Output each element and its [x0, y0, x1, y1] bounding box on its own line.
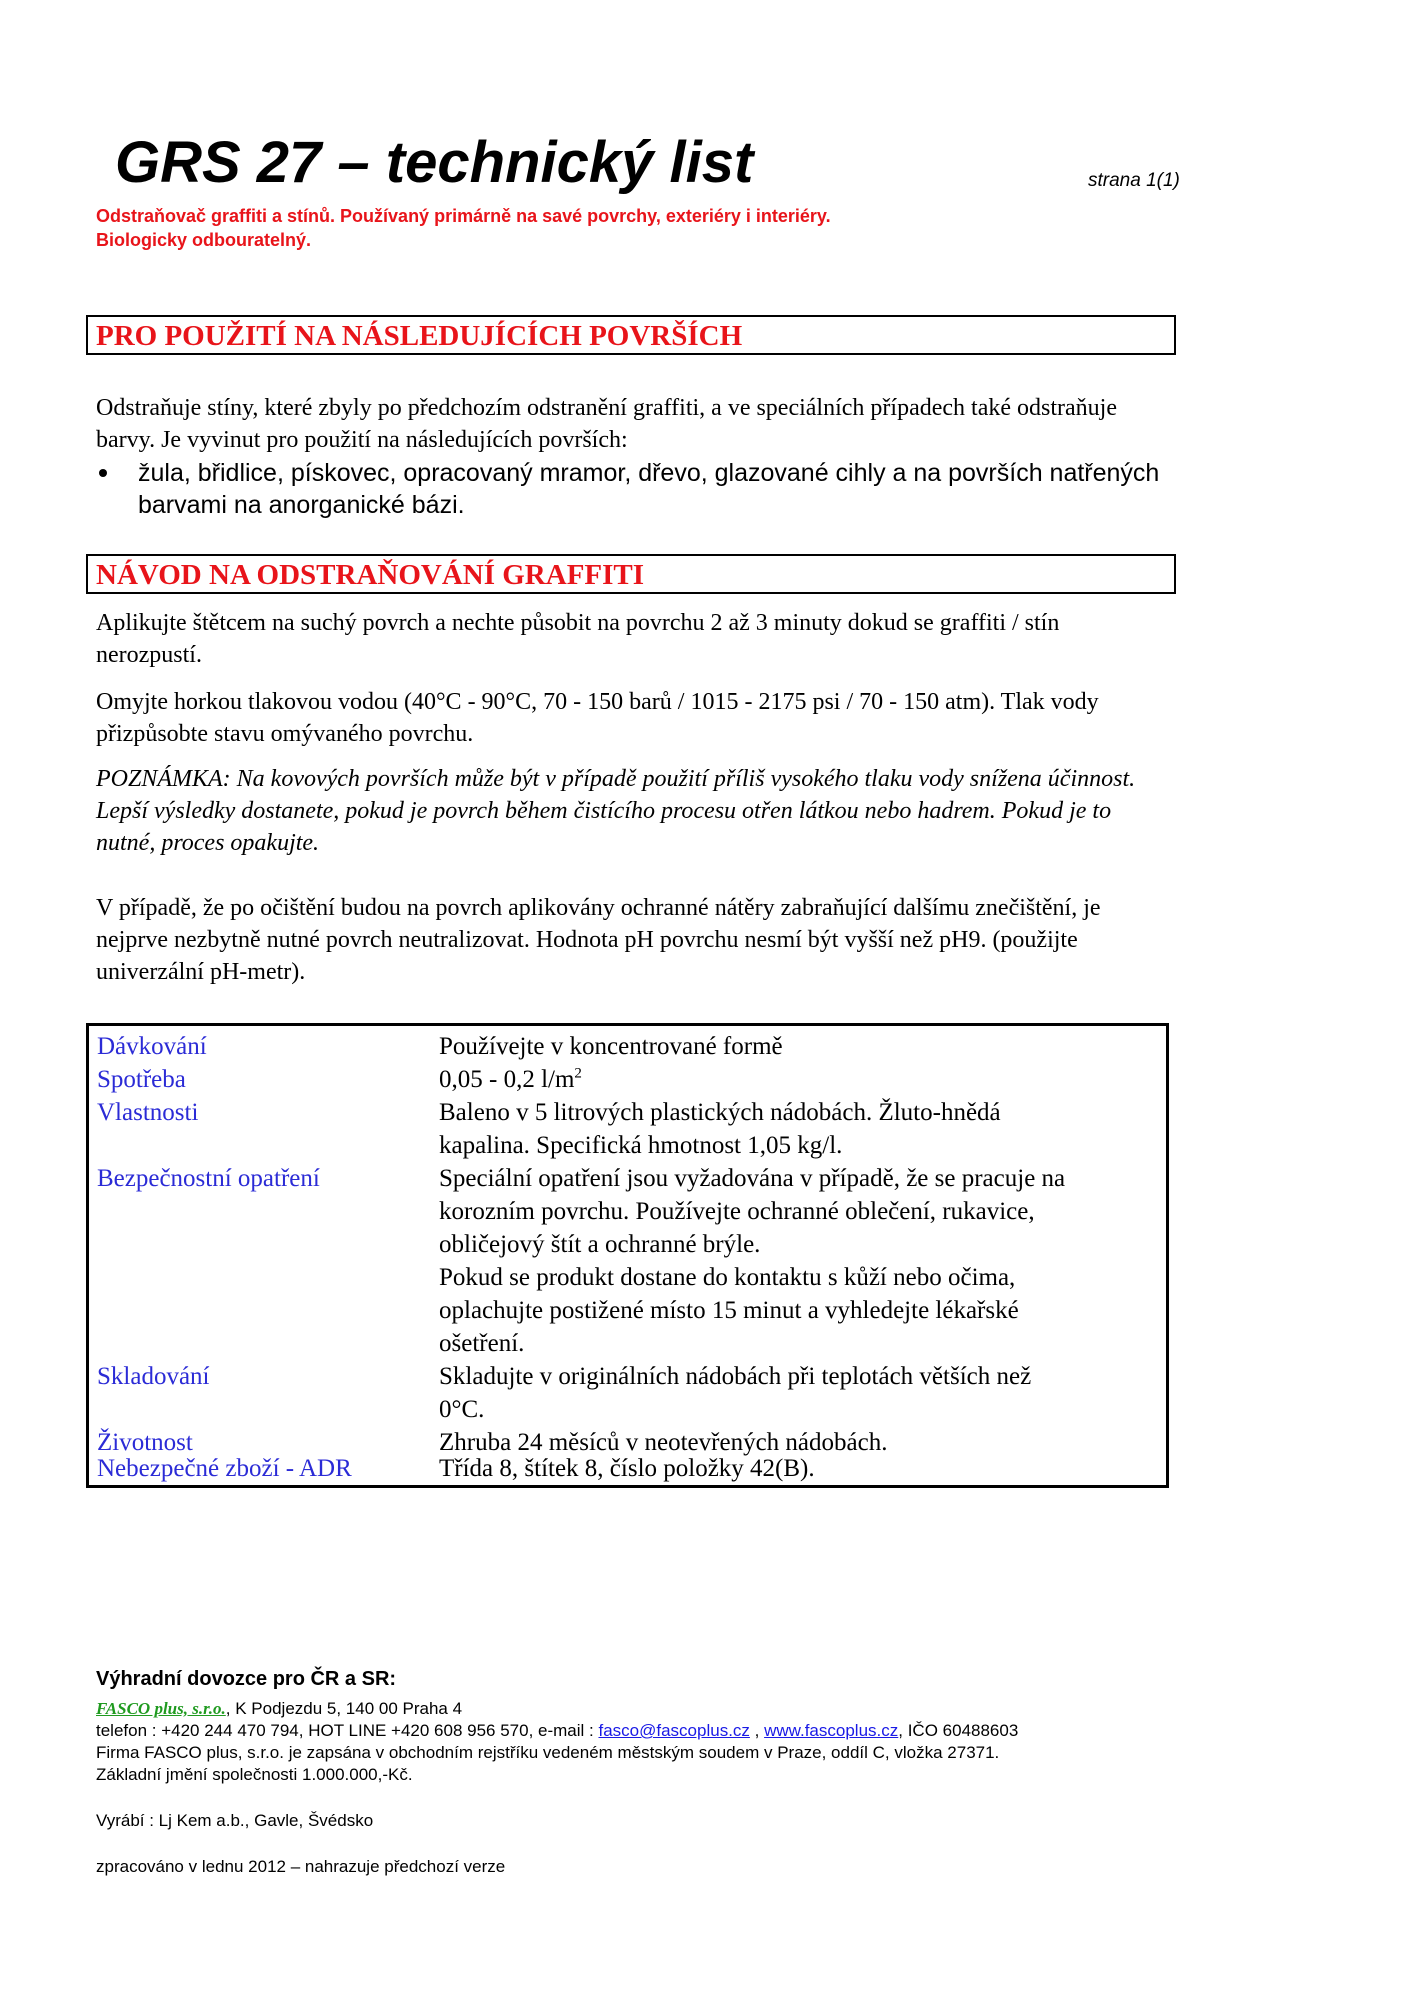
document-title: GRS 27 – technický list: [115, 130, 754, 195]
spec-value: [439, 1162, 1159, 1360]
instructions-note: [96, 763, 1336, 859]
list-item: [96, 457, 1346, 521]
company-name-link[interactable]: FASCO plus, s.r.o.: [96, 1699, 226, 1718]
text-line: Aplikujte štětcem na suchý povrch a nechte působit na povrchu 2 až 3 minuty dokud se graffiti / stín: [96, 610, 1060, 636]
spec-table: [86, 1023, 1169, 1488]
text-line: univerzální pH-metr).: [96, 959, 306, 985]
text-line: kapalina. Specifická hmotnost 1,05 kg/l.: [439, 1132, 843, 1159]
text-line: Odstraňuje stíny, které zbyly po předchozím odstranění graffiti, a ve speciálních případech také odstraňuje: [96, 395, 1117, 421]
text-line: V případě, že po očištění budou na povrch aplikovány ochranné nátěry zabraňující dalšímu znečištění, je: [96, 895, 1101, 921]
website-link[interactable]: www.fascoplus.cz: [764, 1721, 899, 1740]
text-line: 0°C.: [439, 1396, 485, 1423]
section-heading-text: PRO POUŽITÍ NA NÁSLEDUJÍCÍCH POVRŠÍCH: [96, 320, 743, 352]
text-line: POZNÁMKA: Na kovových površích může být v případě použití příliš vysokého tlaku vody snížena účinnost.: [96, 766, 1136, 792]
subtitle-line: Biologicky odbouratelný.: [96, 230, 312, 250]
text-line: ošetření.: [439, 1330, 525, 1357]
subtitle-line: Odstraňovač graffiti a stínů. Používaný primárně na savé povrchy, exteriéry i interiéry.: [96, 206, 831, 226]
section-heading-surfaces: [86, 315, 1176, 355]
text-line: Speciální opatření jsou vyžadována v případě, že se pracuje na: [439, 1165, 1066, 1192]
ico-number: , IČO 60488603: [898, 1721, 1019, 1740]
spec-label: Dávkování: [97, 1033, 207, 1060]
spec-value: [439, 1063, 1159, 1096]
page-number: strana 1(1): [1088, 170, 1180, 191]
separator: ,: [749, 1721, 765, 1740]
spec-value-text: 0,05 - 0,2 l/m: [439, 1066, 575, 1093]
bullet-icon: [99, 469, 107, 477]
instructions-paragraph: [96, 686, 1336, 750]
spec-label: Skladování: [97, 1363, 210, 1390]
text-line: žula, břidlice, pískovec, opracovaný mramor, dřevo, glazované cihly a na površích natřených: [138, 459, 1160, 487]
superscript: 2: [574, 1065, 582, 1082]
text-line: obličejový štít a ochranné brýle.: [439, 1231, 761, 1258]
importer-heading: Výhradní dovozce pro ČR a SR:: [96, 1668, 397, 1690]
email-link[interactable]: fasco@fascoplus.cz: [598, 1721, 750, 1740]
text-line: barvy. Je vyvinut pro použití na následujících površích:: [96, 427, 628, 453]
spec-value: [439, 1360, 1159, 1426]
surfaces-list: [96, 457, 1346, 521]
text-line: barvami na anorganické bázi.: [138, 491, 465, 519]
spec-value: Zhruba 24 měsíců v neotevřených nádobách.: [439, 1429, 888, 1456]
text-line: Omyjte horkou tlakovou vodou (40°C - 90°C, 70 - 150 barů / 1015 - 2175 psi / 70 - 150 atm). Tlak vody: [96, 689, 1099, 715]
spec-label: Vlastnosti: [97, 1099, 199, 1126]
contact-line: [96, 1720, 1018, 1742]
text-line: Pokud se produkt dostane do kontaktu s kůží nebo očima,: [439, 1264, 1016, 1291]
text-line: Baleno v 5 litrových plastických nádobách. Žluto-hnědá: [439, 1099, 1001, 1126]
company-address: , K Podjezdu 5, 140 00 Praha 4: [225, 1699, 463, 1718]
spec-value: [439, 1096, 1159, 1162]
text-line: Skladujte v originálních nádobách při teplotách větších než: [439, 1363, 1032, 1390]
text-line: nerozpustí.: [96, 642, 202, 668]
spec-value: Třída 8, štítek 8, číslo položky 42(B).: [439, 1455, 815, 1482]
contact-phones: telefon : +420 244 470 794, HOT LINE +420 608 956 570, e-mail :: [96, 1721, 599, 1740]
manufacturer-line: Vyrábí : Lj Kem a.b., Gavle, Švédsko: [96, 1811, 374, 1830]
spec-label: Spotřeba: [97, 1066, 186, 1093]
text-line: přizpůsobte stavu omývaného povrchu.: [96, 721, 474, 747]
text-line: nutné, proces opakujte.: [96, 830, 320, 856]
spec-label: Nebezpečné zboží - ADR: [97, 1455, 352, 1482]
registry-line: Firma FASCO plus, s.r.o. je zapsána v obchodním rejstříku vedeném městským soudem v Praze, oddíl C, vložka 27371.: [96, 1743, 1000, 1762]
text-line: nejprve nezbytně nutné povrch neutralizovat. Hodnota pH povrchu nesmí být vyšší než pH9. (použijte: [96, 927, 1078, 953]
spec-label: Bezpečnostní opatření: [97, 1165, 320, 1192]
spec-label: Životnost: [97, 1429, 193, 1456]
section-heading-text: NÁVOD NA ODSTRAŇOVÁNÍ GRAFFITI: [96, 559, 645, 591]
spec-value: Používejte v koncentrované formě: [439, 1033, 783, 1060]
company-line: [96, 1698, 462, 1720]
neutralization-paragraph: [96, 892, 1336, 988]
capital-line: Základní jmění společnosti 1.000.000,-Kč.: [96, 1765, 413, 1784]
revision-line: zpracováno v lednu 2012 – nahrazuje předchozí verze: [96, 1857, 506, 1876]
text-line: Lepší výsledky dostanete, pokud je povrch během čistícího procesu otřen látkou nebo hadrem. Pokud je to: [96, 798, 1112, 824]
section-heading-instructions: [86, 554, 1176, 594]
text-line: korozním povrchu. Používejte ochranné oblečení, rukavice,: [439, 1198, 1035, 1225]
product-subtitle: [96, 204, 1096, 252]
instructions-paragraph: [96, 607, 1336, 671]
surfaces-intro: [96, 392, 1336, 456]
text-line: oplachujte postižené místo 15 minut a vyhledejte lékařské: [439, 1297, 1019, 1324]
